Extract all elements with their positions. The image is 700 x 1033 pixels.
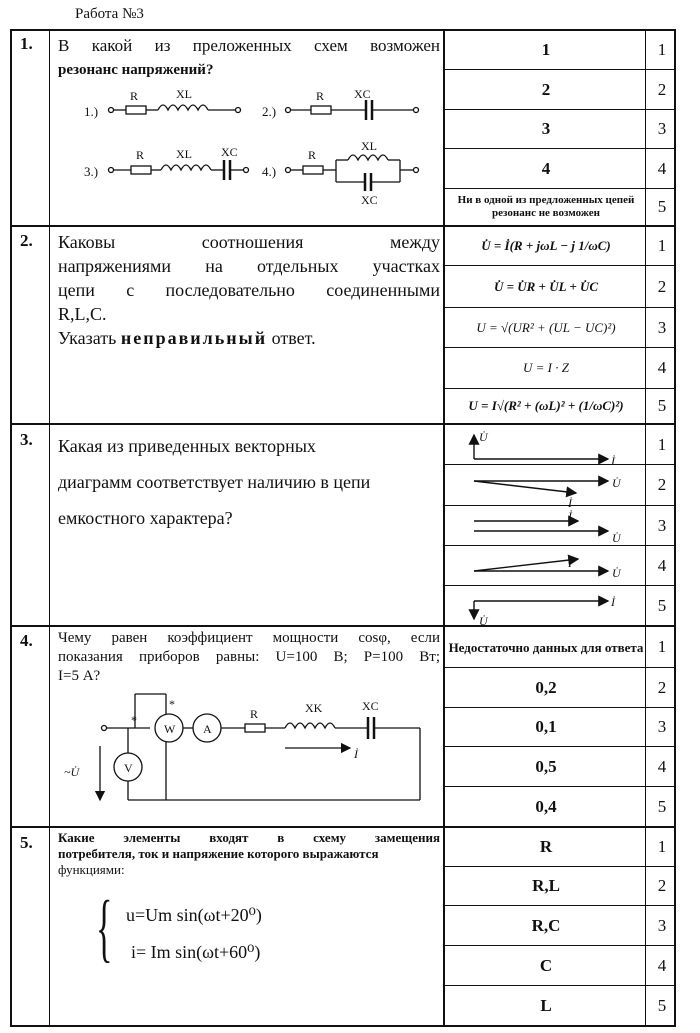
- svg-text:R: R: [250, 707, 259, 721]
- answer-option[interactable]: 0,1: [535, 717, 557, 736]
- svg-text:XK: XK: [305, 701, 323, 715]
- option-number: 2: [657, 79, 667, 99]
- answer-option[interactable]: U̇ = U̇R + U̇L + U̇C: [493, 278, 599, 294]
- work-title: Работа №3: [75, 6, 144, 22]
- svg-text:2.): 2.): [262, 104, 277, 119]
- answer-option[interactable]: R: [539, 837, 553, 856]
- answer-option[interactable]: Недостаточно данных для ответа: [448, 639, 644, 655]
- option-number: 5: [657, 796, 667, 816]
- question-number: 4.: [20, 631, 33, 650]
- svg-text:U̇: U̇: [612, 476, 621, 490]
- answer-option[interactable]: 4: [541, 158, 551, 178]
- svg-text:İ: İ: [568, 496, 572, 510]
- column-divider: [645, 29, 646, 1027]
- question-number: 2.: [20, 231, 33, 250]
- answer-option[interactable]: U = √(UR² + (UL − UC)²): [476, 319, 616, 335]
- option-number: 1: [657, 637, 667, 656]
- svg-text:U̇: U̇: [612, 531, 621, 545]
- answer-option[interactable]: Ни в одной из предложенных цепей резонанс не возможен: [457, 194, 635, 219]
- svg-text:İ: İ: [354, 747, 358, 761]
- svg-text:U̇: U̇: [479, 430, 488, 444]
- voltage-formula: u=Um sin(ωt+20⁰): [126, 905, 262, 925]
- svg-text:XC: XC: [354, 87, 371, 101]
- column-divider: [443, 29, 445, 1027]
- option-number: 5: [657, 396, 667, 415]
- question-1-circuits: [76, 80, 436, 210]
- svg-text:~U̇: ~U̇: [64, 765, 80, 779]
- answer-option[interactable]: U̇ = İ(R + jωL − j 1/ωC): [481, 238, 611, 253]
- question-4-text: Чему равен коэффициент мощности cosφ, если показания приборов равны: U=100 В; P=100 Вт; I=5 А?: [58, 630, 440, 684]
- option-number: 1: [657, 40, 667, 59]
- answer-option[interactable]: R,L: [532, 876, 560, 895]
- svg-text:İ: İ: [568, 509, 572, 523]
- answer-option[interactable]: 1: [541, 40, 551, 59]
- svg-text:XC: XC: [221, 145, 238, 159]
- question-number: 5.: [20, 833, 33, 852]
- svg-text:XL: XL: [361, 139, 377, 153]
- answer-option[interactable]: C: [539, 955, 553, 975]
- answer-option[interactable]: 0,2: [535, 677, 557, 697]
- option-number: 1: [657, 434, 667, 454]
- option-number: 1: [657, 236, 667, 255]
- svg-text:W: W: [164, 722, 176, 736]
- answer-option[interactable]: U = I√(R² + (ωL)² + (1/ωC)²): [468, 398, 624, 413]
- option-number: 3: [657, 515, 667, 535]
- table-border-right: [674, 29, 676, 1027]
- answer-option[interactable]: U = I · Z: [523, 360, 569, 375]
- answer-option[interactable]: 0,5: [535, 756, 557, 776]
- svg-text:R: R: [136, 148, 145, 162]
- answer-option[interactable]: L: [540, 995, 552, 1015]
- svg-text:XL: XL: [176, 87, 192, 101]
- question-5-text: Какие элементы входят в схему замещения потребителя, ток и напряжение которого выражаются функциями:: [58, 830, 440, 877]
- svg-text:*: *: [169, 697, 175, 711]
- option-number: 3: [657, 119, 667, 138]
- question-number: 3.: [20, 430, 33, 449]
- svg-text:V: V: [124, 761, 133, 775]
- svg-text:İ: İ: [611, 454, 615, 468]
- option-number: 4: [657, 158, 667, 178]
- svg-text:R: R: [308, 148, 317, 162]
- option-number: 2: [657, 475, 667, 494]
- question-4-circuit: [60, 688, 440, 818]
- option-number: 4: [657, 955, 667, 975]
- answer-option[interactable]: R,C: [531, 915, 561, 935]
- option-number: 3: [657, 915, 667, 935]
- answer-option[interactable]: 0,4: [535, 796, 557, 816]
- svg-text:R: R: [316, 89, 325, 103]
- vector-diagram-options[interactable]: [448, 425, 644, 625]
- svg-text:XC: XC: [361, 193, 378, 207]
- answer-option[interactable]: 2: [541, 79, 551, 99]
- option-number: 3: [657, 717, 667, 736]
- svg-text:A: A: [203, 722, 212, 736]
- option-number: 4: [657, 555, 667, 575]
- current-formula: i= Im sin(ωt+60⁰): [131, 942, 261, 962]
- option-number: 5: [657, 197, 667, 216]
- question-2-text: Каковы соотношения между напряжениями на отдельных участках цепи с последовательно соединенными R,L,C. Указать неправильный ответ.: [58, 232, 440, 348]
- option-number: 1: [657, 837, 667, 856]
- option-number: 4: [657, 756, 667, 776]
- svg-text:U̇: U̇: [612, 566, 621, 580]
- option-number: 4: [657, 358, 667, 377]
- table-border-left: [10, 29, 12, 1027]
- option-number: 3: [657, 317, 667, 337]
- svg-text:1.): 1.): [84, 104, 99, 119]
- option-number: 5: [657, 995, 667, 1015]
- svg-text:R: R: [130, 89, 139, 103]
- svg-text:XC: XC: [362, 699, 379, 713]
- function-brace: {: [96, 886, 113, 970]
- question-3-text: Какая из приведенных векторных диаграмм соответствует наличию в цепи емкостного характера?: [58, 436, 371, 528]
- svg-text:İ: İ: [568, 556, 572, 570]
- option-number: 2: [657, 677, 667, 697]
- option-number: 5: [657, 595, 667, 615]
- svg-text:İ: İ: [611, 595, 615, 609]
- svg-text:4.): 4.): [262, 164, 277, 179]
- answer-option[interactable]: 3: [541, 119, 551, 138]
- svg-text:U̇: U̇: [479, 614, 488, 625]
- question-number: 1.: [20, 34, 33, 53]
- question-1-text: В какой из преложенных схем возможен резонанс напряжений?: [58, 36, 440, 78]
- svg-text:3.): 3.): [84, 164, 99, 179]
- option-number: 2: [657, 876, 667, 895]
- table-border-bottom: [10, 1025, 674, 1027]
- svg-text:XL: XL: [176, 147, 192, 161]
- svg-text:*: *: [131, 713, 137, 727]
- option-number: 2: [657, 276, 667, 296]
- column-divider: [49, 29, 50, 1027]
